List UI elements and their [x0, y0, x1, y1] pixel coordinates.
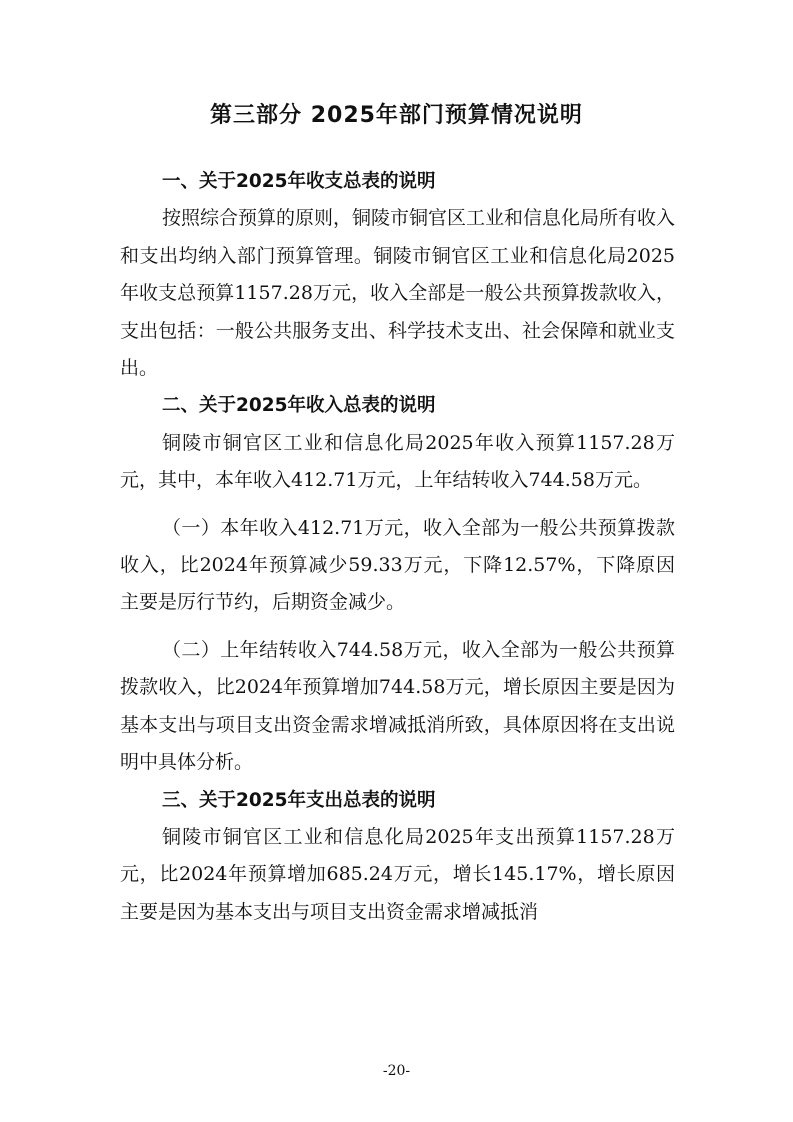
section-heading: 二、关于2025年收入总表的说明 — [162, 395, 436, 417]
page-number: -20- — [382, 1063, 411, 1079]
document-body — [120, 163, 675, 931]
paragraph: 铜陵市铜官区工业和信息化局2025年支出预算1157.28万元，比2024年预算增加685.24万元，增长145.17%，增长原因主要是因为基本支出与项目支出资金需求增减抵消 — [120, 825, 675, 923]
section-1 — [120, 163, 675, 387]
page-title: 第三部分 2025年部门预算情况说明 — [210, 103, 583, 128]
paragraph: 铜陵市铜官区工业和信息化局2025年收入预算1157.28万元，其中，本年收入412.71万元，上年结转收入744.58万元。 — [120, 431, 675, 492]
section-heading: 三、关于2025年支出总表的说明 — [162, 789, 436, 811]
section-3 — [120, 782, 675, 932]
section-heading: 一、关于2025年收支总表的说明 — [162, 171, 436, 192]
paragraph: 按照综合预算的原则，铜陵市铜官区工业和信息化局所有收入和支出均纳入部门预算管理。铜陵市铜官区工业和信息化局2025年收支总预算1157.28万元，收入全部是一般公共预算拨款收入，支出包括：一般公共服务支出、科学技术支出、社会保障和就业支出。 — [120, 207, 676, 380]
section-2 — [120, 387, 675, 781]
paragraph: （一）本年收入412.71万元，收入全部为一般公共预算拨款收入，比2024年预算减少59.33万元，下降12.57%，下降原因主要是厉行节约，后期资金减少。 — [120, 516, 675, 614]
paragraph: （二）上年结转收入744.58万元，收入全部为一般公共预算拨款收入，比2024年预算增加744.58万元，增长原因主要是因为基本支出与项目支出资金需求增减抵消所致，具体原因将在支出说明中具体分析。 — [120, 638, 675, 774]
